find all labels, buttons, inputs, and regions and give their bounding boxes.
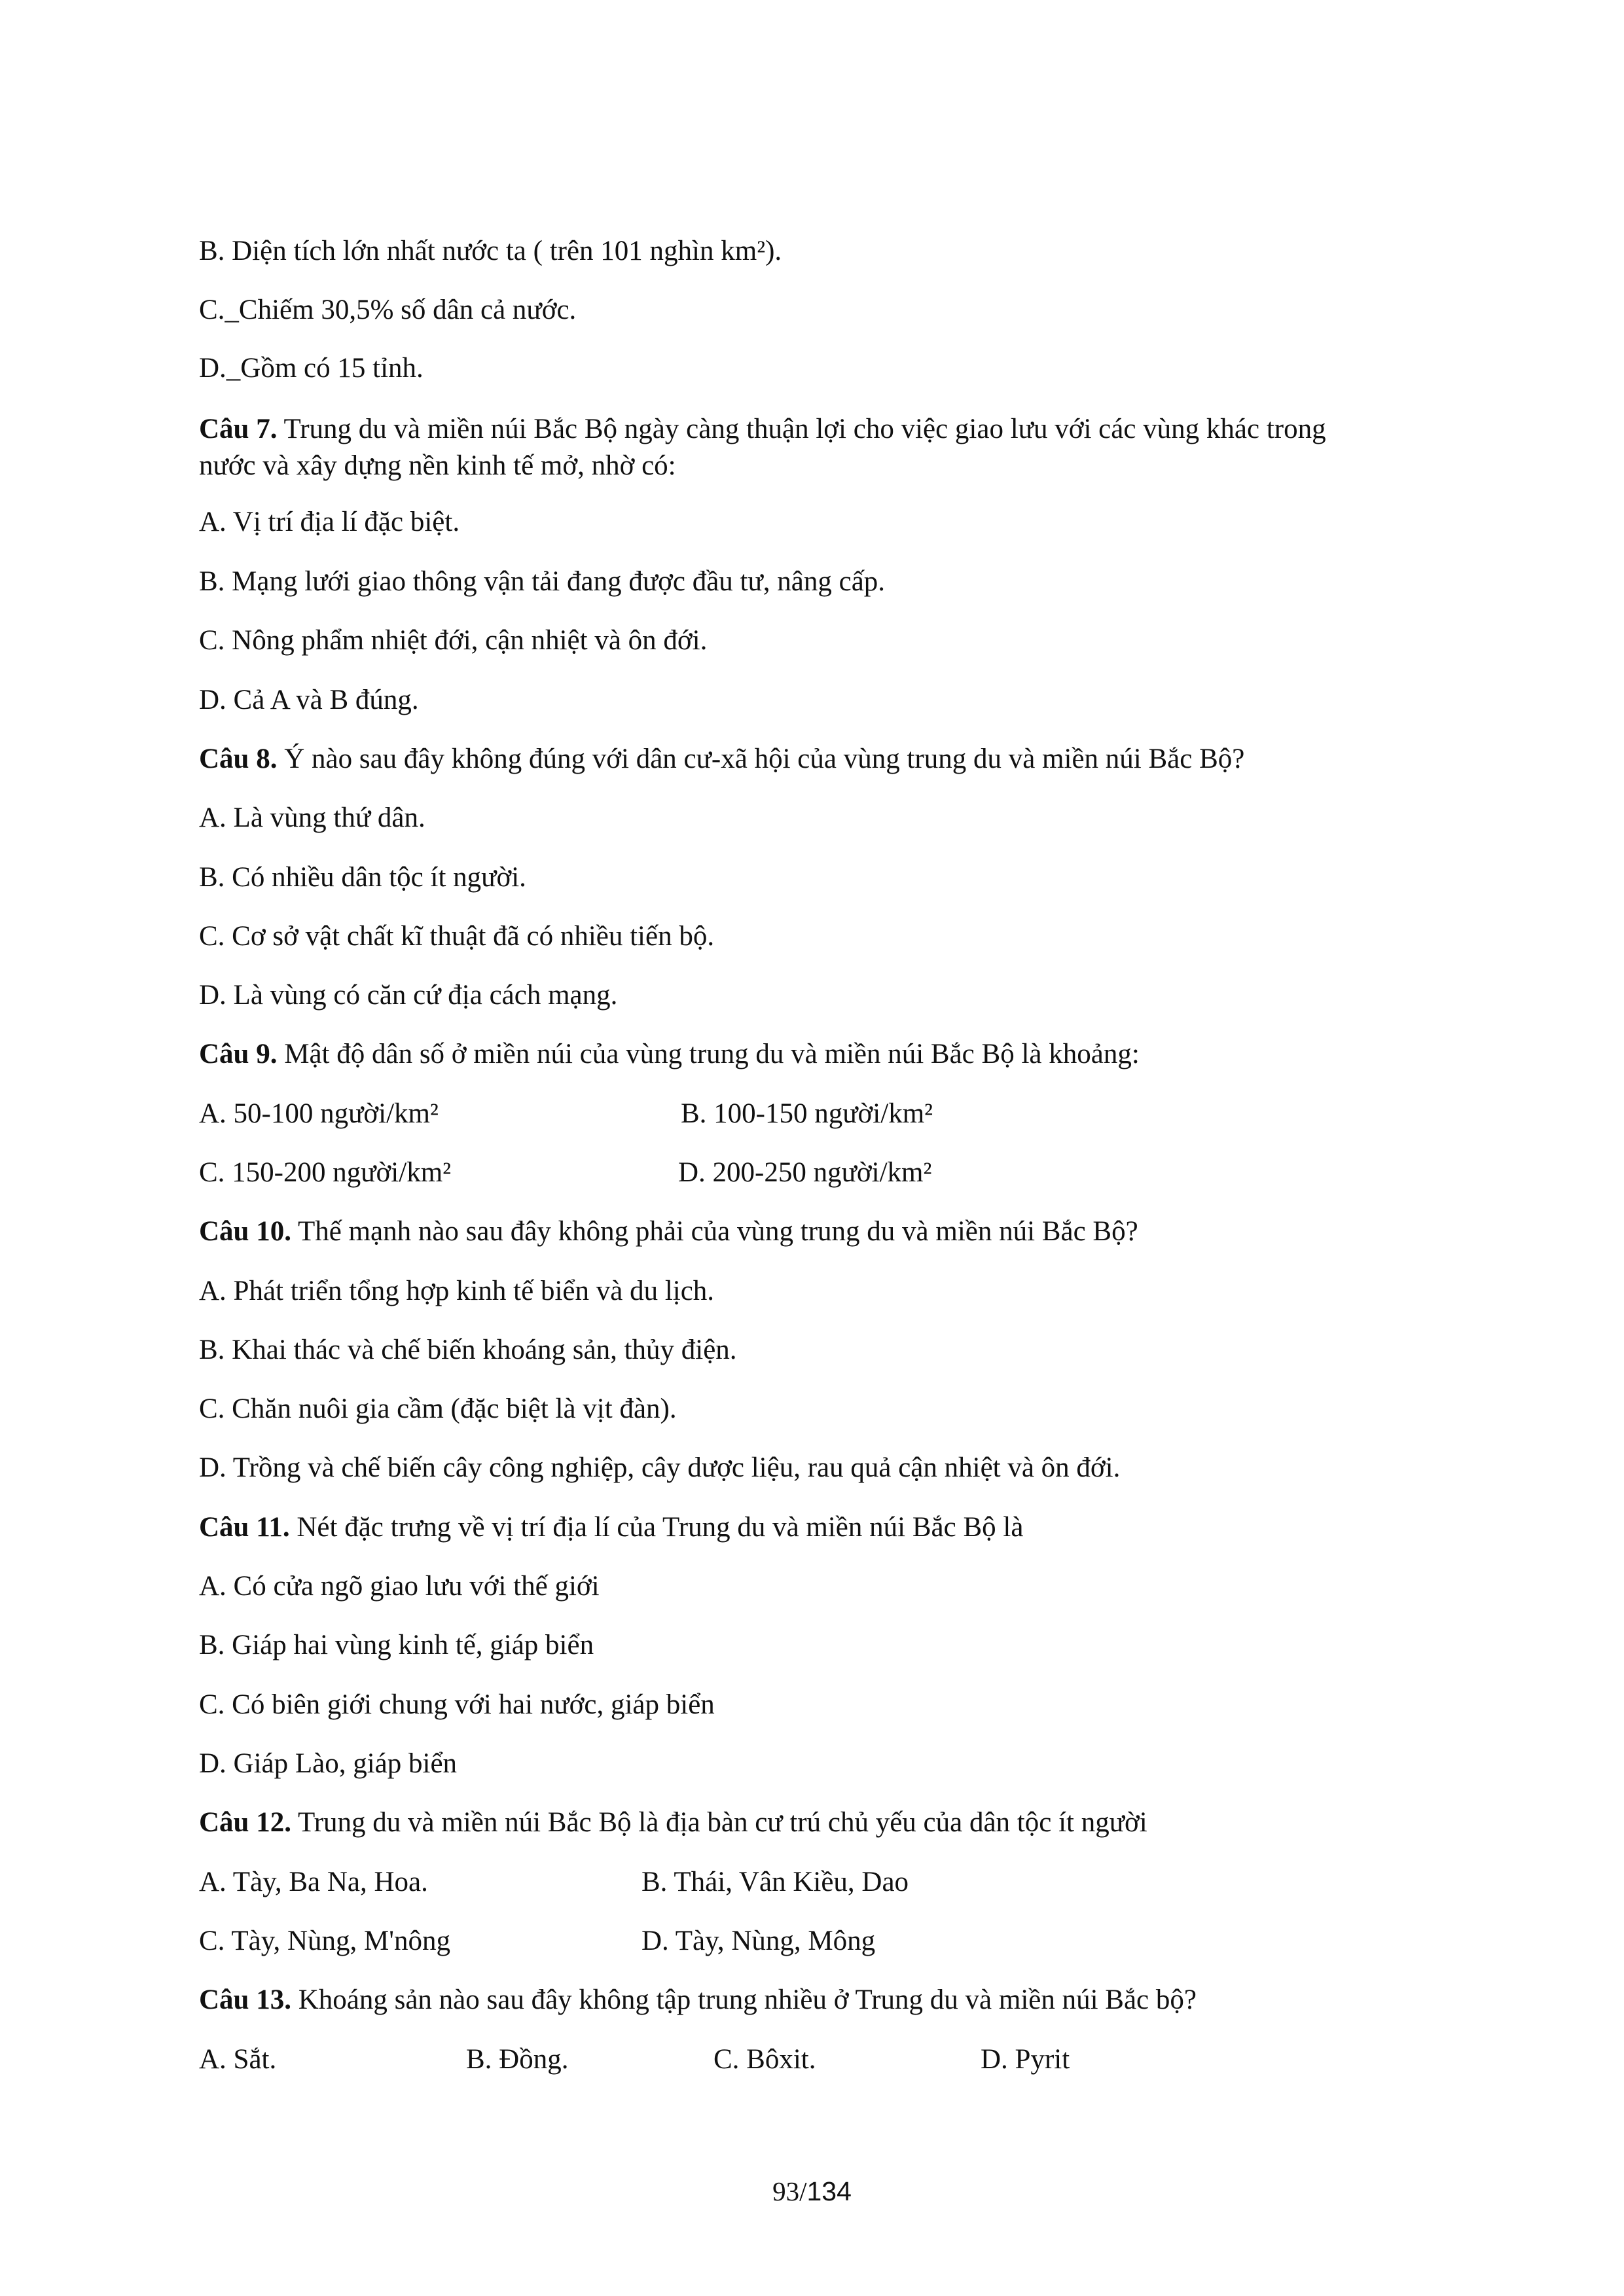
option-c: C. Bôxit. [713,2044,816,2075]
option-a: A. Là vùng thứ dân. [199,802,425,833]
option-b: B. Mạng lưới giao thông vận tải đang được đầu tư, nâng cấp. [199,566,886,597]
option-a: A. Phát triển tổng hợp kinh tế biển và du lịch. [199,1276,715,1306]
page-total: 134 [806,2176,852,2206]
option-d: D. 200-250 người/km² [678,1157,932,1188]
question-text: Mật độ dân số ở miền núi của vùng trung du và miền núi Bắc Bộ là khoảng: [277,1039,1140,1069]
question-text: Trung du và miền núi Bắc Bộ là địa bàn cư trú chủ yếu của dân tộc ít người [291,1807,1147,1838]
question-label: Câu 13. [199,1984,291,2015]
question-8 [199,742,1244,776]
question-7-continued: nước và xây dựng nền kinh tế mở, nhờ có: [199,450,676,481]
question-label: Câu 11. [199,1512,290,1543]
option-b: B. Giáp hai vùng kinh tế, giáp biển [199,1630,594,1660]
option-line: D._Gồm có 15 tỉnh. [199,353,424,384]
option-b: B. Thái, Vân Kiều, Dao [641,1867,909,1897]
option-c: C. 150-200 người/km² [199,1157,452,1188]
option-d: D. Cả A và B đúng. [199,685,419,715]
question-label: Câu 7. [199,414,278,444]
page-number [0,2174,1624,2208]
question-10 [199,1215,1138,1249]
option-c: C. Chăn nuôi gia cầm (đặc biệt là vịt đàn). [199,1393,677,1424]
option-line: C._Chiếm 30,5% số dân cả nước. [199,295,577,325]
option-a: A. 50-100 người/km² [199,1098,439,1129]
option-a: A. Tày, Ba Na, Hoa. [199,1867,428,1897]
option-d: D. Pyrit [981,2044,1070,2075]
option-a: A. Vị trí địa lí đặc biệt. [199,507,460,537]
option-c: C. Cơ sở vật chất kĩ thuật đã có nhiều tiến bộ. [199,921,715,952]
page-current: 93/ [772,2176,807,2206]
question-text: Nét đặc trưng về vị trí địa lí của Trung du và miền núi Bắc Bộ là [289,1512,1024,1543]
question-label: Câu 9. [199,1039,278,1069]
question-11 [199,1511,1023,1545]
option-a: A. Có cửa ngõ giao lưu với thế giới [199,1571,600,1602]
question-text: Khoáng sản nào sau đây không tập trung nhiều ở Trung du và miền núi Bắc bộ? [291,1984,1197,2015]
question-label: Câu 8. [199,744,278,774]
question-12 [199,1806,1147,1840]
option-c: C. Nông phẩm nhiệt đới, cận nhiệt và ôn đới. [199,625,708,656]
question-text: Trung du và miền núi Bắc Bộ ngày càng thuận lợi cho việc giao lưu với các vùng khác trong [277,414,1326,444]
question-text: Thế mạnh nào sau đây không phải của vùng trung du và miền núi Bắc Bộ? [291,1216,1138,1247]
question-text: Ý nào sau đây không đúng với dân cư-xã hội của vùng trung du và miền núi Bắc Bộ? [277,744,1245,774]
question-13 [199,1983,1197,2017]
question-label: Câu 10. [199,1216,291,1247]
option-d: D. Giáp Lào, giáp biển [199,1748,458,1779]
option-b: B. Khai thác và chế biến khoáng sản, thủy điện. [199,1335,737,1365]
option-a: A. Sắt. [199,2044,277,2075]
option-b: B. 100-150 người/km² [681,1098,933,1129]
option-b: B. Đồng. [466,2044,569,2075]
option-b: B. Có nhiều dân tộc ít người. [199,862,526,893]
question-9 [199,1037,1140,1071]
option-d: D. Trồng và chế biến cây công nghiệp, cây dược liệu, rau quả cận nhiệt và ôn đới. [199,1452,1121,1483]
option-d: D. Là vùng có căn cứ địa cách mạng. [199,980,618,1011]
option-c: C. Tày, Nùng, M'nông [199,1926,450,1956]
option-line: B. Diện tích lớn nhất nước ta ( trên 101 nghìn km²). [199,236,782,266]
question-label: Câu 12. [199,1807,291,1838]
question-7 [199,412,1326,446]
option-c: C. Có biên giới chung với hai nước, giáp biển [199,1689,715,1720]
option-d: D. Tày, Nùng, Mông [641,1926,876,1956]
